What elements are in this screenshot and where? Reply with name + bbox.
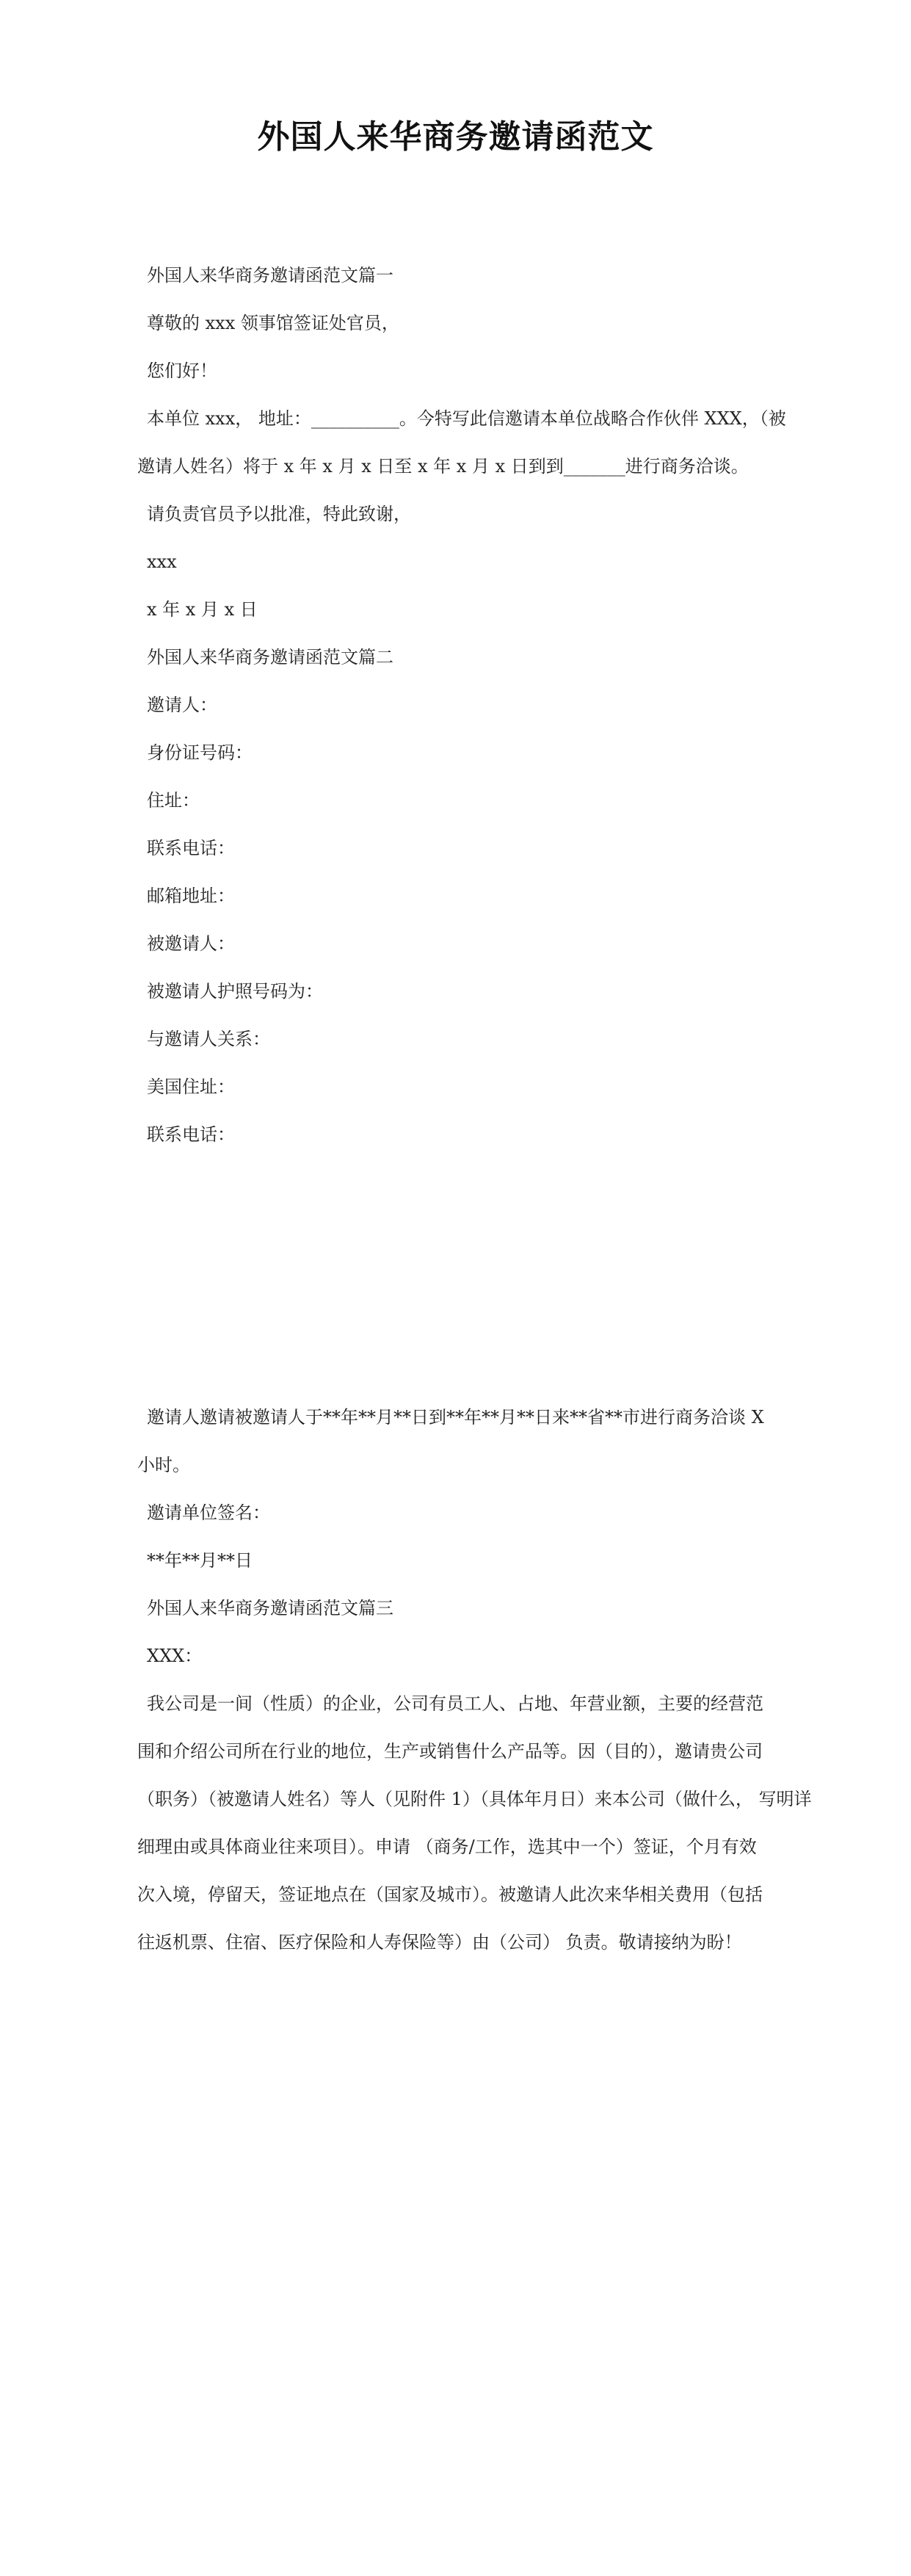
section3-body-line: 往返机票、住宿、医疗保险和人寿保险等）由（公司） 负责。敬请接纳为盼！ <box>137 1932 742 1953</box>
section1-salutation: 尊敬的 xxx 领事馆签证处官员， <box>147 313 399 333</box>
section1-date: x 年 x 月 x 日 <box>147 599 258 620</box>
section3-addressee: XXX： <box>147 1646 203 1666</box>
section1-greeting: 您们好！ <box>147 361 217 381</box>
section2-sign-date: **年**月**日 <box>147 1550 253 1571</box>
section1-body-line1: 本单位 xxx， 地址：__________。今特写此信邀请本单位战略合作伙伴 XXX，（被 <box>147 408 786 429</box>
field-inviter: 邀请人： <box>147 695 217 715</box>
section3-body-line: 次入境，停留天，签证地点在（国家及城市）。被邀请人此次来华相关费用（包括 <box>137 1884 763 1905</box>
section2-invite-line2: 小时。 <box>137 1455 190 1475</box>
field-phone: 联系电话： <box>147 838 235 858</box>
section3-body-line: 细理由或具体商业往来项目）。申请 （商务/工作，选其中一个）签证，个月有效 <box>137 1837 757 1857</box>
section3-body-line: 围和介绍公司所在行业的地位，生产或销售什么产品等。因（目的），邀请贵公司 <box>137 1741 763 1762</box>
field-invitee-passport: 被邀请人护照号码为： <box>147 981 323 1002</box>
section1-request: 请负责官员予以批准，特此致谢， <box>147 504 411 524</box>
field-email: 邮箱地址： <box>147 886 235 906</box>
section3-body-line: 我公司是一间（性质）的企业，公司有员工人、占地、年营业额，主要的经营范 <box>147 1693 763 1714</box>
field-us-address: 美国住址： <box>147 1077 235 1097</box>
field-address: 住址： <box>147 790 200 811</box>
field-invitee: 被邀请人： <box>147 933 235 954</box>
section2-sign-label: 邀请单位签名： <box>147 1502 270 1523</box>
document-title: 外国人来华商务邀请函范文 <box>257 118 654 156</box>
section2-invite-line1: 邀请人邀请被邀请人于**年**月**日到**年**月**日来**省**市进行商务洽谈 X <box>147 1407 764 1428</box>
section2-heading: 外国人来华商务邀请函范文篇二 <box>147 647 393 667</box>
section3-body-line: （职务）（被邀请人姓名）等人（见附件 1）（具体年月日）来本公司（做什么， 写明详 <box>137 1789 812 1809</box>
section1-heading: 外国人来华商务邀请函范文篇一 <box>147 265 393 286</box>
field-id-number: 身份证号码： <box>147 742 253 763</box>
field-phone-2: 联系电话： <box>147 1124 235 1145</box>
section3-heading: 外国人来华商务邀请函范文篇三 <box>147 1598 393 1618</box>
section1-signature: xxx <box>147 551 177 572</box>
field-relationship: 与邀请人关系： <box>147 1029 270 1049</box>
section1-body-line2: 邀请人姓名）将于 x 年 x 月 x 日至 x 年 x 月 x 日到到_______进行商务洽谈。 <box>137 456 749 477</box>
